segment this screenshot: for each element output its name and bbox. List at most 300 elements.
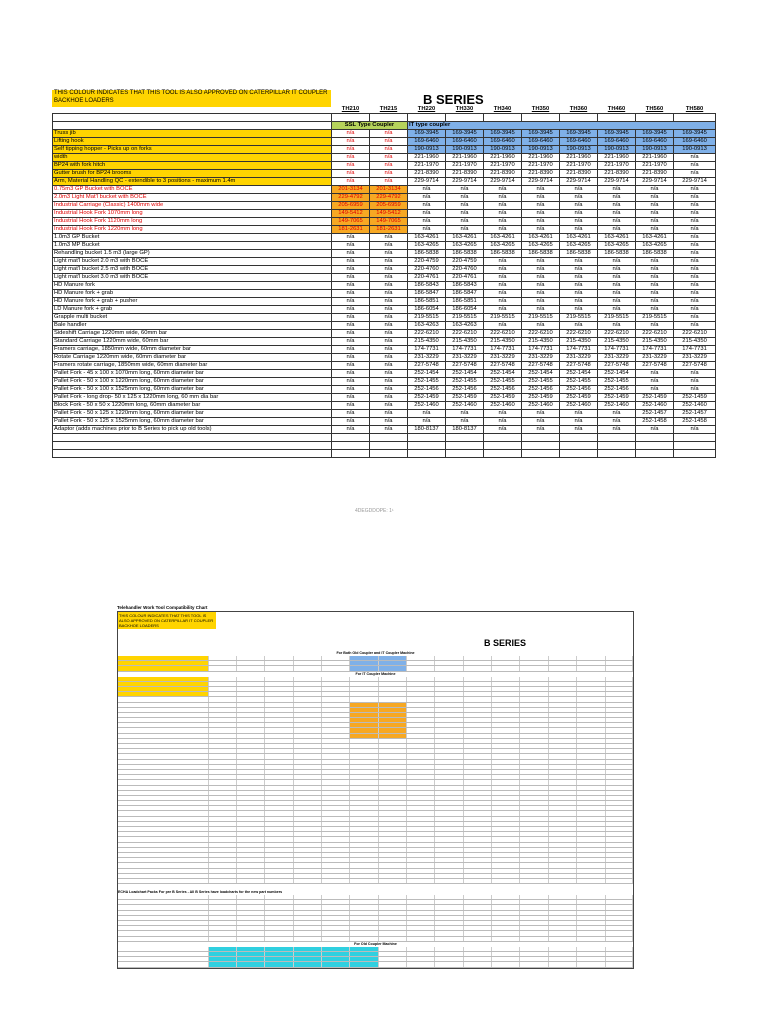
bottom-cell [265, 848, 293, 852]
cell-value: 231-3229 [446, 354, 484, 362]
cell-value: n/a [370, 394, 408, 402]
table-row [53, 138, 716, 146]
cell-value: 190-0913 [560, 146, 598, 154]
cell-value: 186-5838 [560, 250, 598, 258]
cell-value: 252-1460 [484, 402, 522, 410]
cell-value: 252-1458 [674, 418, 716, 426]
bottom-cell [577, 723, 605, 727]
bottom-cell [209, 952, 237, 956]
cell-value: n/a [370, 242, 408, 250]
bottom-cell [118, 832, 209, 836]
bottom-cell [379, 687, 407, 691]
bottom-cell [606, 848, 633, 852]
bottom-cell [606, 728, 633, 732]
bottom-cell [294, 734, 322, 738]
bottom-cell [549, 858, 577, 862]
bottom-cell [549, 827, 577, 831]
cell-value: n/a [332, 418, 370, 426]
bottom-cell [492, 837, 520, 841]
cell-value: n/a [674, 314, 716, 322]
bottom-cell [492, 832, 520, 836]
cell-value: 221-8390 [484, 170, 522, 178]
cell-value: n/a [370, 402, 408, 410]
cell-value: n/a [636, 218, 674, 226]
cell-value: 174-7731 [446, 346, 484, 354]
cell-value: n/a [332, 178, 370, 186]
bottom-cell [118, 926, 209, 930]
bottom-cell [350, 744, 378, 748]
bottom-cell [407, 863, 435, 867]
bottom-cell [464, 749, 492, 753]
cell-value: 169-6460 [484, 138, 522, 146]
cell-value: 201-3134 [332, 186, 370, 194]
cell-value: 215-4350 [636, 338, 674, 346]
table-row [53, 402, 716, 410]
bottom-cell [464, 661, 492, 665]
row-label: HD Manure fork + grab + pusher [53, 298, 332, 306]
bottom-cell [549, 775, 577, 779]
cell-value: n/a [636, 194, 674, 202]
bottom-cell [577, 911, 605, 915]
bottom-cell [492, 874, 520, 878]
bottom-cell [379, 853, 407, 857]
bottom-cell [118, 682, 209, 686]
bottom-cell [209, 744, 237, 748]
bottom-cell [606, 957, 633, 961]
bottom-cell [492, 791, 520, 795]
bottom-cell [464, 811, 492, 815]
bottom-row [118, 962, 633, 967]
cell-value: 169-3945 [446, 130, 484, 138]
cell-value: 252-1454 [560, 370, 598, 378]
bottom-cell [350, 801, 378, 805]
bottom-cell [435, 853, 463, 857]
bottom-cell [577, 718, 605, 722]
bottom-cell [606, 692, 633, 696]
bottom-cell [118, 952, 209, 956]
cell-value: 231-3229 [408, 354, 446, 362]
cell-value: n/a [446, 226, 484, 234]
bottom-cell [606, 837, 633, 841]
bottom-cell [118, 905, 209, 909]
table-row [53, 218, 716, 226]
bottom-cell [492, 905, 520, 909]
bottom-cell [237, 879, 265, 883]
bottom-cell [237, 848, 265, 852]
bottom-cell [549, 744, 577, 748]
bottom-cell [464, 765, 492, 769]
bottom-cell [294, 806, 322, 810]
bottom-cell [407, 806, 435, 810]
bottom-cell [464, 723, 492, 727]
bottom-cell [265, 947, 293, 951]
bottom-cell [237, 952, 265, 956]
table-row [53, 202, 716, 210]
bottom-cell [464, 806, 492, 810]
bottom-cell [118, 739, 209, 743]
bottom-cell [209, 869, 237, 873]
cell-value: n/a [522, 322, 560, 330]
bottom-cell [549, 853, 577, 857]
bottom-cell [209, 853, 237, 857]
bottom-cell [520, 713, 548, 717]
cell-value: n/a [446, 194, 484, 202]
bottom-cell [237, 739, 265, 743]
bottom-cell [265, 843, 293, 847]
cell-value: n/a [674, 306, 716, 314]
cell-value: 169-6460 [560, 138, 598, 146]
bottom-cell [379, 749, 407, 753]
bottom-cell [464, 832, 492, 836]
bottom-cell [237, 687, 265, 691]
table-row [53, 258, 716, 266]
cell-value: 186-5847 [446, 290, 484, 298]
bottom-cell [577, 879, 605, 883]
bottom-cell [606, 765, 633, 769]
bottom-cell [492, 879, 520, 883]
cell-value: 163-4265 [522, 242, 560, 250]
bottom-section-4: For Old Coupler Machine [354, 941, 397, 946]
bottom-cell [577, 869, 605, 873]
bottom-cell [577, 697, 605, 701]
cell-value: 252-1456 [598, 386, 636, 394]
bottom-cell [606, 754, 633, 758]
bottom-cell [492, 786, 520, 790]
bottom-cell [606, 916, 633, 920]
bottom-cell [350, 786, 378, 790]
column-header: TH330 [455, 106, 474, 112]
bottom-cell [464, 952, 492, 956]
cell-value: 169-3945 [522, 130, 560, 138]
bottom-cell [492, 754, 520, 758]
cell-value: 252-1459 [674, 394, 716, 402]
bottom-cell [435, 900, 463, 904]
row-label: Self tipping hopper - Picks up on forks [53, 146, 332, 154]
table-row [53, 250, 716, 258]
bottom-cell [265, 749, 293, 753]
bottom-cell [350, 827, 378, 831]
bottom-cell [350, 697, 378, 701]
bottom-cell [549, 874, 577, 878]
cell-value: n/a [674, 226, 716, 234]
bottom-cell [265, 911, 293, 915]
bottom-cell [294, 744, 322, 748]
cell-value: 186-5851 [408, 298, 446, 306]
table-row [53, 354, 716, 362]
bottom-cell [209, 874, 237, 878]
bottom-cell [492, 848, 520, 852]
bottom-cell [265, 863, 293, 867]
table-row [53, 426, 716, 434]
row-label: Gutter brush for BP24 brooms [53, 170, 332, 178]
bottom-cell [549, 791, 577, 795]
bottom-cell [294, 895, 322, 899]
bottom-cell [118, 827, 209, 831]
bottom-cell [237, 921, 265, 925]
bottom-cell [577, 739, 605, 743]
cell-value: n/a [484, 274, 522, 282]
row-label: 1.0m3 GP Bucket [53, 234, 332, 242]
bottom-cell [606, 921, 633, 925]
cell-value: n/a [332, 146, 370, 154]
cell-value: 222-6210 [408, 330, 446, 338]
cell-value: n/a [370, 306, 408, 314]
cell-value: n/a [598, 258, 636, 266]
bottom-cell [379, 843, 407, 847]
bottom-cell [606, 682, 633, 686]
cell-value: 221-8390 [522, 170, 560, 178]
bottom-cell [350, 843, 378, 847]
bottom-cell [520, 957, 548, 961]
bottom-cell [606, 718, 633, 722]
bottom-cell [322, 905, 350, 909]
bottom-cell [435, 697, 463, 701]
bottom-cell [407, 848, 435, 852]
bottom-cell [407, 760, 435, 764]
cell-value: 163-4265 [484, 242, 522, 250]
bottom-cell [520, 708, 548, 712]
bottom-cell [492, 770, 520, 774]
bottom-cell [520, 692, 548, 696]
column-header: TH360 [569, 106, 588, 112]
bottom-cell [350, 937, 378, 941]
bottom-cell [322, 786, 350, 790]
cell-value: 229-9714 [408, 178, 446, 186]
bottom-cell [435, 708, 463, 712]
bottom-cell [237, 728, 265, 732]
cell-value: 231-3229 [522, 354, 560, 362]
bottom-cell [577, 848, 605, 852]
bottom-cell [350, 905, 378, 909]
bottom-cell [379, 926, 407, 930]
cell-value: n/a [370, 338, 408, 346]
row-label: Truss jib [53, 130, 332, 138]
cell-value: n/a [370, 410, 408, 418]
bottom-cell [577, 728, 605, 732]
bottom-cell [237, 900, 265, 904]
bottom-cell [209, 822, 237, 826]
bottom-cell [209, 905, 237, 909]
bottom-cell [606, 832, 633, 836]
bottom-cell [435, 837, 463, 841]
bottom-cell [237, 947, 265, 951]
bottom-cell [577, 692, 605, 696]
cell-value: n/a [370, 266, 408, 274]
bottom-cell [577, 827, 605, 831]
cell-value: 221-1970 [636, 162, 674, 170]
cell-value: n/a [674, 370, 716, 378]
bottom-cell [209, 947, 237, 951]
bottom-cell [237, 713, 265, 717]
cell-value: n/a [598, 186, 636, 194]
cell-value: n/a [522, 306, 560, 314]
bottom-cell [407, 692, 435, 696]
cell-value: n/a [560, 306, 598, 314]
table-row [53, 210, 716, 218]
page-footer: 4DEGDDOPE: 1¹ [355, 508, 394, 514]
bottom-cell [549, 895, 577, 899]
row-label: Adaptor (adds machines prior to B Series to pick up old tools) [53, 426, 332, 434]
bottom-cell [350, 754, 378, 758]
cell-value: n/a [560, 322, 598, 330]
bottom-cell [237, 957, 265, 961]
bottom-cell [209, 863, 237, 867]
bottom-cell [435, 895, 463, 899]
bottom-cell [379, 947, 407, 951]
bottom-cell [209, 765, 237, 769]
bottom-cell [492, 760, 520, 764]
cell-value: n/a [674, 162, 716, 170]
bottom-cell [435, 817, 463, 821]
bottom-cell [549, 947, 577, 951]
bottom-cell [577, 734, 605, 738]
bottom-cell [322, 926, 350, 930]
cell-value: 174-7731 [636, 346, 674, 354]
bottom-cell [520, 791, 548, 795]
bottom-cell [407, 796, 435, 800]
bottom-cell [379, 656, 407, 660]
cell-value: 229-9714 [446, 178, 484, 186]
cell-value: 186-5843 [446, 282, 484, 290]
bottom-cell [407, 895, 435, 899]
cell-value: n/a [674, 218, 716, 226]
bottom-cell [294, 718, 322, 722]
bottom-cell [577, 703, 605, 707]
cell-value: 221-1960 [522, 154, 560, 162]
bottom-cell [464, 801, 492, 805]
bottom-cell [577, 754, 605, 758]
cell-value: n/a [636, 274, 674, 282]
bottom-cell [209, 957, 237, 961]
bottom-cell [350, 947, 378, 951]
bottom-cell [265, 697, 293, 701]
cell-value: 229-9714 [598, 178, 636, 186]
cell-value: n/a [446, 410, 484, 418]
cell-value: n/a [370, 370, 408, 378]
cell-value: n/a [370, 250, 408, 258]
cell-value: 221-1960 [598, 154, 636, 162]
bottom-cell [350, 879, 378, 883]
bottom-cell [407, 879, 435, 883]
bottom-cell [407, 791, 435, 795]
bottom-cell [492, 937, 520, 941]
cell-value: 252-1459 [636, 394, 674, 402]
bottom-cell [407, 682, 435, 686]
bottom-cell [118, 911, 209, 915]
bottom-cell [464, 879, 492, 883]
bottom-cell [407, 858, 435, 862]
cell-value: 174-7731 [408, 346, 446, 354]
bottom-cell [209, 962, 237, 966]
cell-value: n/a [370, 178, 408, 186]
bottom-cell [322, 682, 350, 686]
cell-value: n/a [370, 282, 408, 290]
bottom-cell [322, 817, 350, 821]
cell-value: n/a [560, 298, 598, 306]
bottom-cell [350, 723, 378, 727]
bottom-cell [379, 734, 407, 738]
table-row [53, 226, 716, 234]
cell-value: n/a [522, 426, 560, 434]
cell-value: n/a [522, 202, 560, 210]
cell-value: n/a [598, 194, 636, 202]
bottom-cell [209, 900, 237, 904]
bottom-cell [407, 817, 435, 821]
cell-value: n/a [332, 314, 370, 322]
cell-value: 252-1456 [484, 386, 522, 394]
table-row [53, 178, 716, 186]
cell-value: n/a [484, 418, 522, 426]
bottom-cell [322, 931, 350, 935]
bottom-cell [350, 739, 378, 743]
bottom-cell [577, 843, 605, 847]
bottom-cell [549, 863, 577, 867]
cell-value: n/a [370, 322, 408, 330]
bottom-cell [322, 760, 350, 764]
bottom-cell [435, 765, 463, 769]
bottom-cell [350, 775, 378, 779]
bottom-cell [350, 858, 378, 862]
bottom-cell [265, 677, 293, 681]
cell-value: 252-1456 [560, 386, 598, 394]
cell-value: n/a [636, 426, 674, 434]
bottom-cell [265, 937, 293, 941]
cell-value: 163-4263 [446, 322, 484, 330]
cell-value: 163-4261 [522, 234, 560, 242]
cell-value: n/a [484, 426, 522, 434]
bottom-cell [322, 848, 350, 852]
cell-value: 252-1459 [408, 394, 446, 402]
table-row [53, 146, 716, 154]
cell-value: 252-1455 [560, 378, 598, 386]
cell-value: 169-3945 [408, 130, 446, 138]
bottom-cell [379, 708, 407, 712]
bottom-cell [322, 947, 350, 951]
cell-value: n/a [598, 426, 636, 434]
cell-value: n/a [332, 250, 370, 258]
cell-value: 190-0913 [408, 146, 446, 154]
bottom-cell [435, 843, 463, 847]
cell-value: 229-9714 [522, 178, 560, 186]
bottom-cell [464, 853, 492, 857]
cell-value: 169-3945 [598, 130, 636, 138]
cell-value: 252-1460 [408, 402, 446, 410]
cell-value: 227-5748 [598, 362, 636, 370]
bottom-cell [606, 666, 633, 670]
table-row [53, 290, 716, 298]
bottom-cell [577, 713, 605, 717]
cell-value: 163-4261 [446, 234, 484, 242]
bottom-cell [606, 734, 633, 738]
bottom-cell [407, 728, 435, 732]
cell-value: n/a [674, 250, 716, 258]
bottom-cell [606, 739, 633, 743]
cell-value: 163-4261 [636, 234, 674, 242]
bottom-cell [118, 661, 209, 665]
bottom-cell [464, 926, 492, 930]
bottom-cell [118, 822, 209, 826]
cell-value: n/a [522, 226, 560, 234]
bottom-cell [265, 853, 293, 857]
bottom-cell [322, 858, 350, 862]
bottom-cell [435, 770, 463, 774]
bottom-cell [549, 682, 577, 686]
bottom-cell [520, 739, 548, 743]
bottom-cell [322, 661, 350, 665]
bottom-cell [294, 832, 322, 836]
cell-value: n/a [560, 210, 598, 218]
bottom-cell [379, 900, 407, 904]
